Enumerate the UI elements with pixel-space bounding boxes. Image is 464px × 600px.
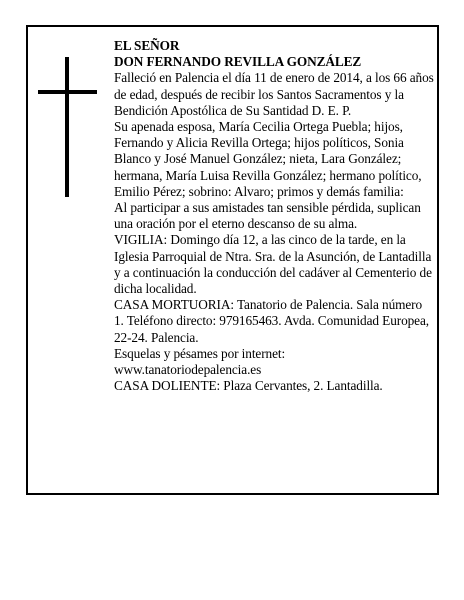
cross-icon — [65, 57, 69, 197]
obituary-text — [114, 38, 434, 394]
family-home-paragraph: CASA DOLIENTE: Plaza Cervantes, 2. Lantadilla. — [114, 378, 383, 394]
funeral-home-paragraph: CASA MORTUORIA: Tanatorio de Palencia. Sala número 1. Teléfono directo: 979165463. Avda. Comunidad Europea, 22-24. Palencia. — [114, 297, 429, 345]
vigil-paragraph: VIGILIA: Domingo día 12, a las cinco de la tarde, en la Iglesia Parroquial de Ntra. Sra. de la Asunción, de Lantadilla y a continuación la conducción del cadáver al Cementerio de dicha localidad. — [114, 232, 432, 297]
cross-icon-bar — [38, 90, 97, 94]
heading-title: EL SEÑOR — [114, 38, 180, 53]
family-paragraph: Su apenada esposa, María Cecilia Ortega Puebla; hijos, Fernando y Alicia Revilla Ortega; hijos políticos, Sonia Blanco y José Manuel González; nieta, Lara González; hermana, María Luisa Revilla González; hermano político, Emilio Pérez; sobrino: Alvaro; primos y demás familia: — [114, 119, 422, 199]
deceased-name: DON FERNANDO REVILLA GONZÁLEZ — [114, 54, 362, 70]
prayer-paragraph: Al participar a sus amistades tan sensible pérdida, suplican una oración por el eterno descanso de su alma. — [114, 200, 421, 232]
online-condolences-paragraph: Esquelas y pésames por internet: www.tanatoriodepalencia.es — [114, 345, 286, 378]
death-paragraph: Falleció en Palencia el día 11 de enero de 2014, a los 66 años de edad, después de recibir los Santos Sacramentos y la Bendición Apostólica de Su Santidad D. E. P. — [114, 70, 434, 118]
